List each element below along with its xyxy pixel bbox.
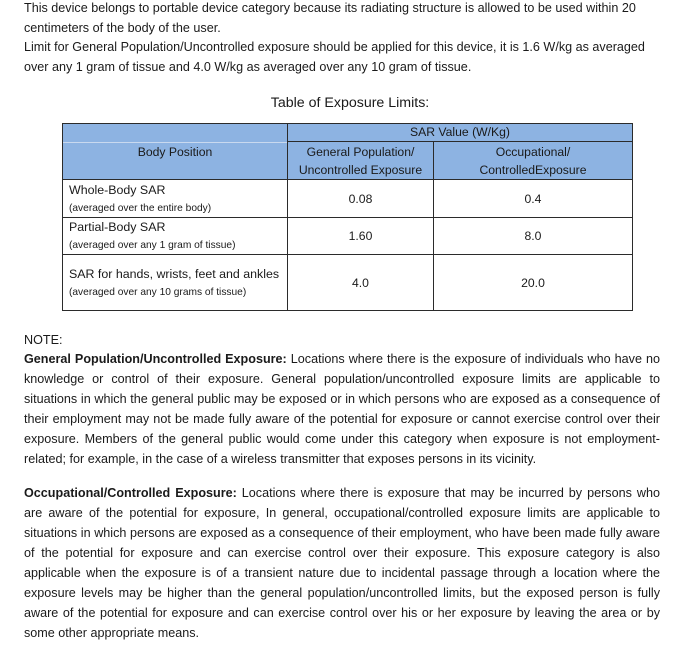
- occupational-value: 20.0: [434, 255, 633, 311]
- body-position-cell: [63, 218, 288, 255]
- header-body-position: Body Position: [63, 124, 288, 180]
- occupational-value: 0.4: [434, 180, 633, 218]
- table-row: [63, 218, 633, 255]
- header-sar-value: SAR Value (W/Kg): [288, 124, 633, 142]
- header-general-line2: Uncontrolled Exposure: [298, 162, 423, 177]
- header-occupational-line2: ControlledExposure: [479, 162, 587, 177]
- note-general-text: Locations where there is the exposure of individuals who have no knowledge or control of their exposure. General population/uncontrolled exposure limits are applicable to situations in which the general public may be exposed or in which persons who are exposed as a consequence of their employment may not be made fully aware of the potential for exposure or cannot exercise control over their exposure. Members of the general public would come under this category when exposure is not employment-related; for example, in the case of a wireless transmitter that exposes persons in its vicinity.: [24, 352, 661, 466]
- intro-paragraph-limit: Limit for General Population/Uncontrolled exposure should be applied for this device, it is 1.6 W/kg as averaged over any 1 gram of tissue and 4.0 W/kg as averaged over any 10 gram of tissue.: [24, 40, 645, 74]
- table-row: [63, 180, 633, 218]
- note-general-population: [24, 349, 660, 469]
- note-occupational: [24, 483, 660, 643]
- body-position-cell: [63, 255, 288, 311]
- general-value: 1.60: [288, 218, 434, 255]
- exposure-limits-table: [62, 123, 633, 311]
- header-occupational-line1: Occupational/: [495, 144, 571, 159]
- body-position: SAR for hands, wrists, feet and ankles: [69, 266, 280, 281]
- body-position: Partial-Body SAR: [69, 220, 166, 234]
- intro-paragraph-portable-category: This device belongs to portable device category because its radiating structure is allowed to be used within 20 centimeters of the body of the user.: [24, 1, 636, 35]
- note-label: NOTE:: [24, 333, 63, 347]
- header-general-population: [288, 142, 434, 180]
- table-caption: Table of Exposure Limits:: [270, 95, 430, 111]
- body-position-cell: [63, 180, 288, 218]
- header-general-line1: General Population/: [306, 144, 415, 159]
- table-row: [63, 255, 633, 311]
- body-position-note: (averaged over any 10 grams of tissue): [69, 286, 247, 298]
- note-occupational-text: Locations where there is exposure that may be incurred by persons who are aware of the potential for exposure, In general, occupational/controlled exposure limits are applicable to situations in which persons are exposed as a consequence of their employment, who have been made fully aware of the potential for exposure and can exercise control over their exposure. This exposure category is also applicable when the exposure is of a transient nature due to incidental passage through a location where the exposure levels may be higher than the general population/uncontrolled limits, but the exposed person is fully aware of the potential for exposure and can exercise control over his or her exposure by leaving the area or by some other appropriate means.: [24, 486, 660, 640]
- body-position: Whole-Body SAR: [69, 182, 166, 197]
- general-value: 4.0: [288, 255, 434, 311]
- header-occupational: [434, 142, 633, 180]
- body-position-note: (averaged over the entire body): [69, 202, 212, 214]
- general-value: 0.08: [288, 180, 434, 218]
- body-position-note: (averaged over any 1 gram of tissue): [69, 240, 236, 251]
- note-occupational-term: Occupational/Controlled Exposure:: [24, 486, 237, 500]
- note-general-term: General Population/Uncontrolled Exposure:: [24, 352, 287, 366]
- occupational-value: 8.0: [434, 218, 633, 255]
